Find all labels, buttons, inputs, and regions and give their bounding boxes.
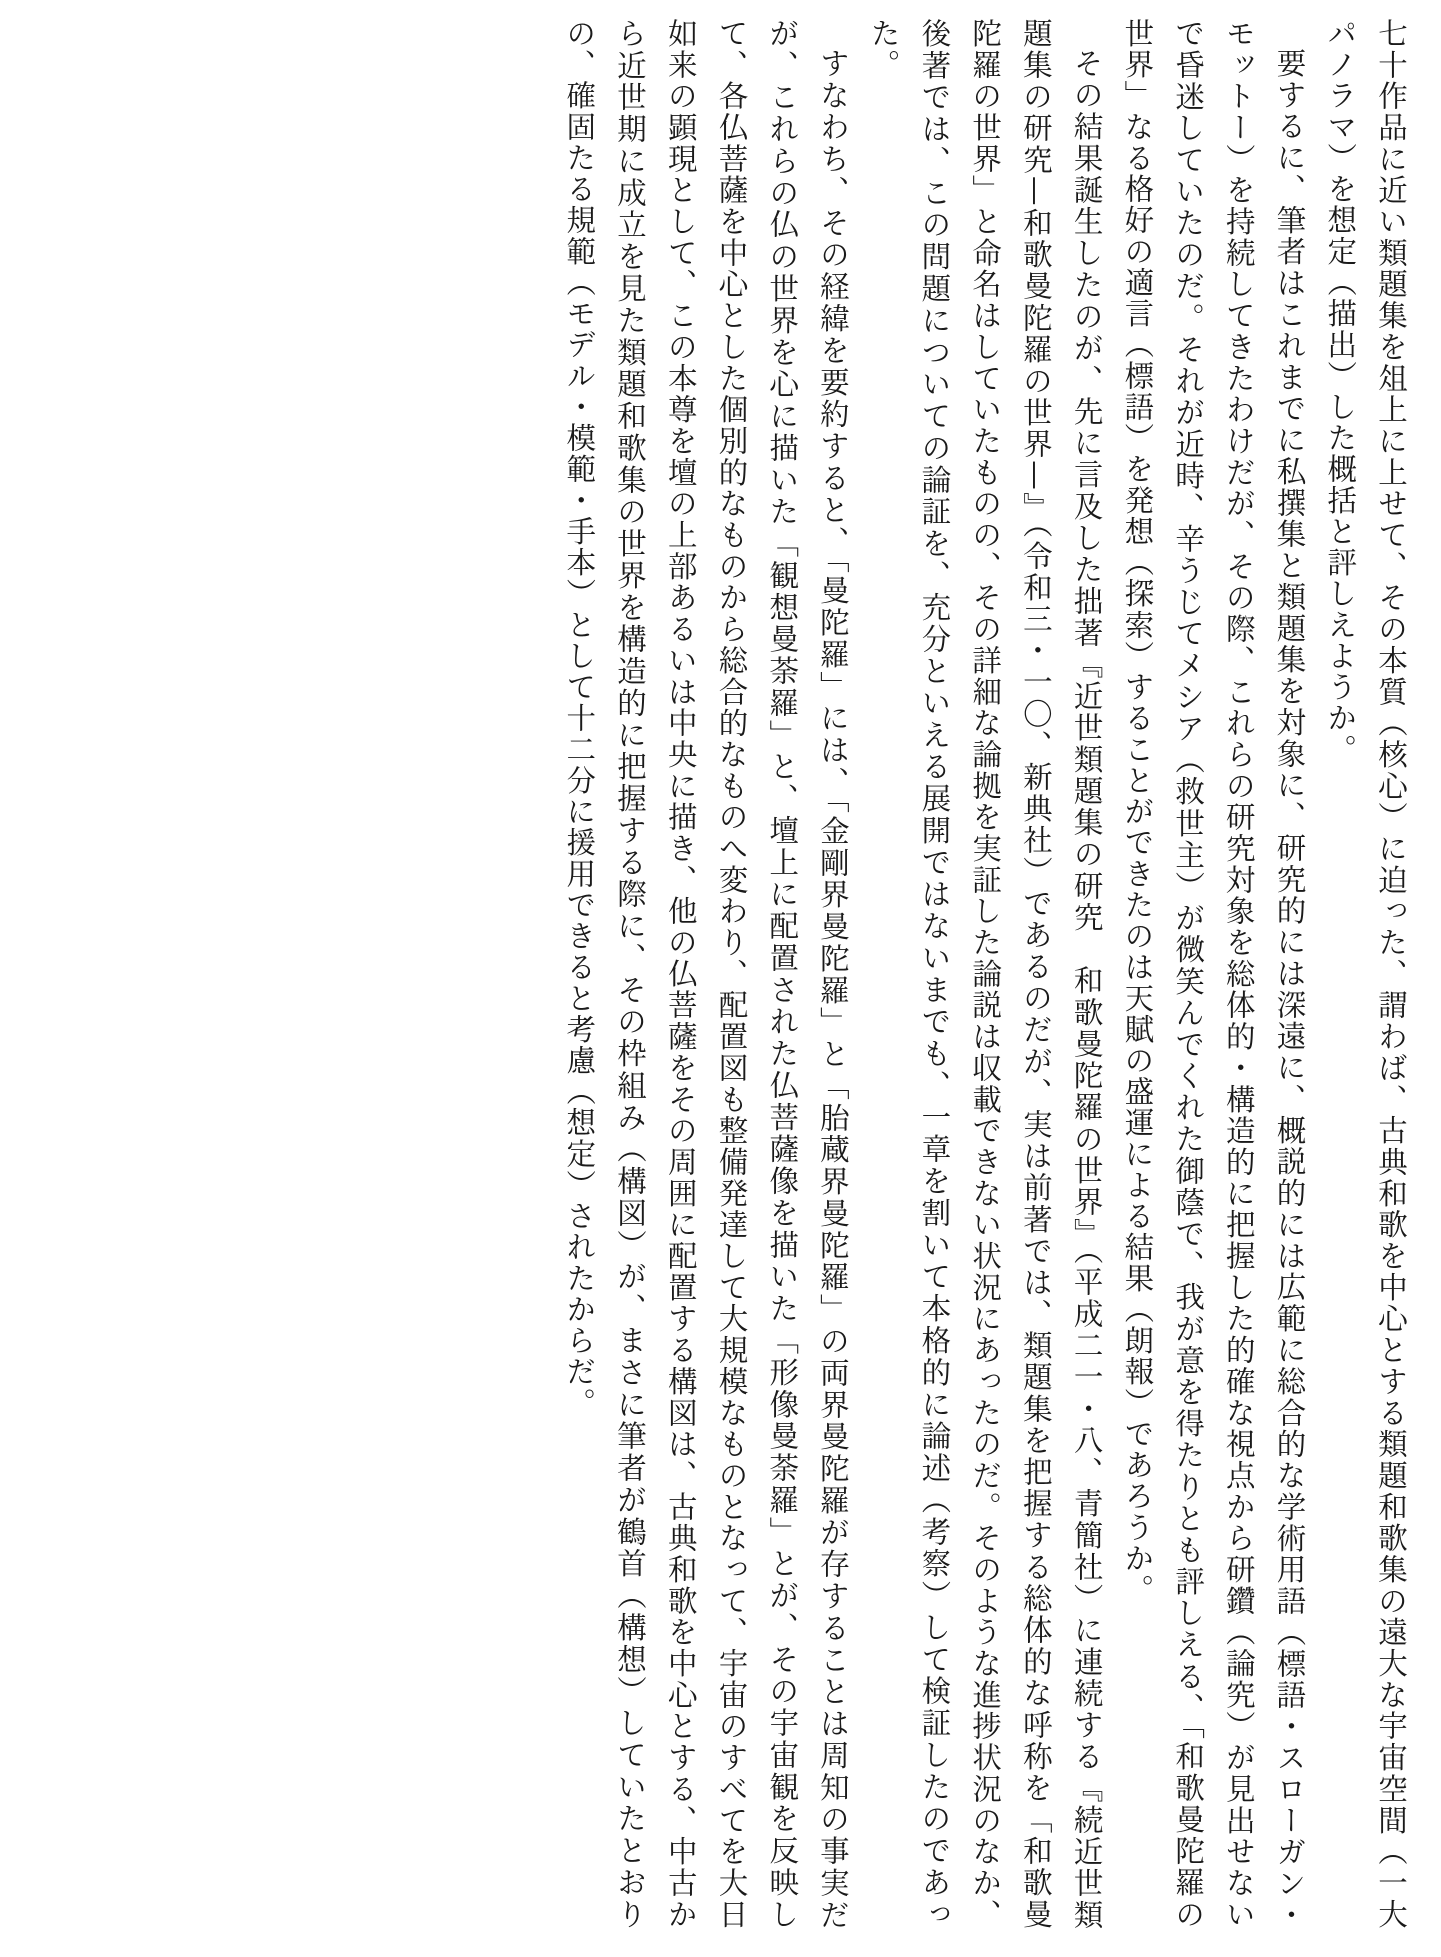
vertical-text-body bbox=[26, 18, 1416, 1930]
paragraph: 要するに、筆者はこれまでに私撰集と類題集を対象に、研究的には深遠に、概説的には広範に総合的な学術用語（標語・スローガン・モットー）を持続してきたわけだが、その際、これらの研究対象を総体的・構造的に把握した的確な視点から研鑽（論究）が見出せないで昏迷していたのだ。それが近時、辛うじてメシア（救世主）が微笑んでくれた御蔭で、我が意を得たりとも評しえる、「和歌曼陀羅の世界」なる格好の適言（標語）を発想（探索）することができたのは天賦の盛運による結果（朗報）であろうか。 bbox=[1120, 18, 1307, 1930]
paragraph: その結果誕生したのが、先に言及した拙著『近世類題集の研究 和歌曼陀羅の世界』（平成二一・八、青簡社）に連続する『続近世類題集の研究—和歌曼陀羅の世界—』（令和三・一〇、新典社）であるのだが、実は前著では、類題集を把握する総体的な呼称を「和歌曼陀羅の世界」と命名はしていたものの、その詳細な論拠を実証した論説は収載できない状況にあったのだ。そのような進捗状況のなか、後著では、この問題についての論証を、充分といえる展開ではないまでも、一章を割いて本格的に論述（考察）して検証したのであった。 bbox=[866, 18, 1104, 1930]
paragraph: すなわち、その経緯を要約すると、「曼陀羅」には、「金剛界曼陀羅」と「胎蔵界曼陀羅」の両界曼陀羅が存することは周知の事実だが、これらの仏の世界を心に描いた「観想曼荼羅」と、壇上に配置された仏菩薩像を描いた「形像曼荼羅」とが、その宇宙観を反映して、各仏菩薩を中心とした個別的なものから総合的なものへ変わり、配置図も整備発達して大規模なものとなって、宇宙のすべてを大日如来の顕現として、この本尊を壇の上部あるいは中央に描き、他の仏菩薩をその周囲に配置する構図は、古典和歌を中心とする、中古から近世期に成立を見た類題和歌集の世界を構造的に把握する際に、その枠組み（構図）が、まさに筆者が鶴首（構想）していたとおりの、確固たる規範（モデル・模範・手本）として十二分に援用できると考慮（想定）されたからだ。 bbox=[562, 18, 850, 1930]
paragraph: 七十作品に近い類題集を俎上に上せて、その本質（核心）に迫った、謂わば、古典和歌を中心とする類題和歌集の遠大な宇宙空間（一大パノラマ）を想定（描出）した概括と評しえようか。 bbox=[1323, 18, 1408, 1930]
